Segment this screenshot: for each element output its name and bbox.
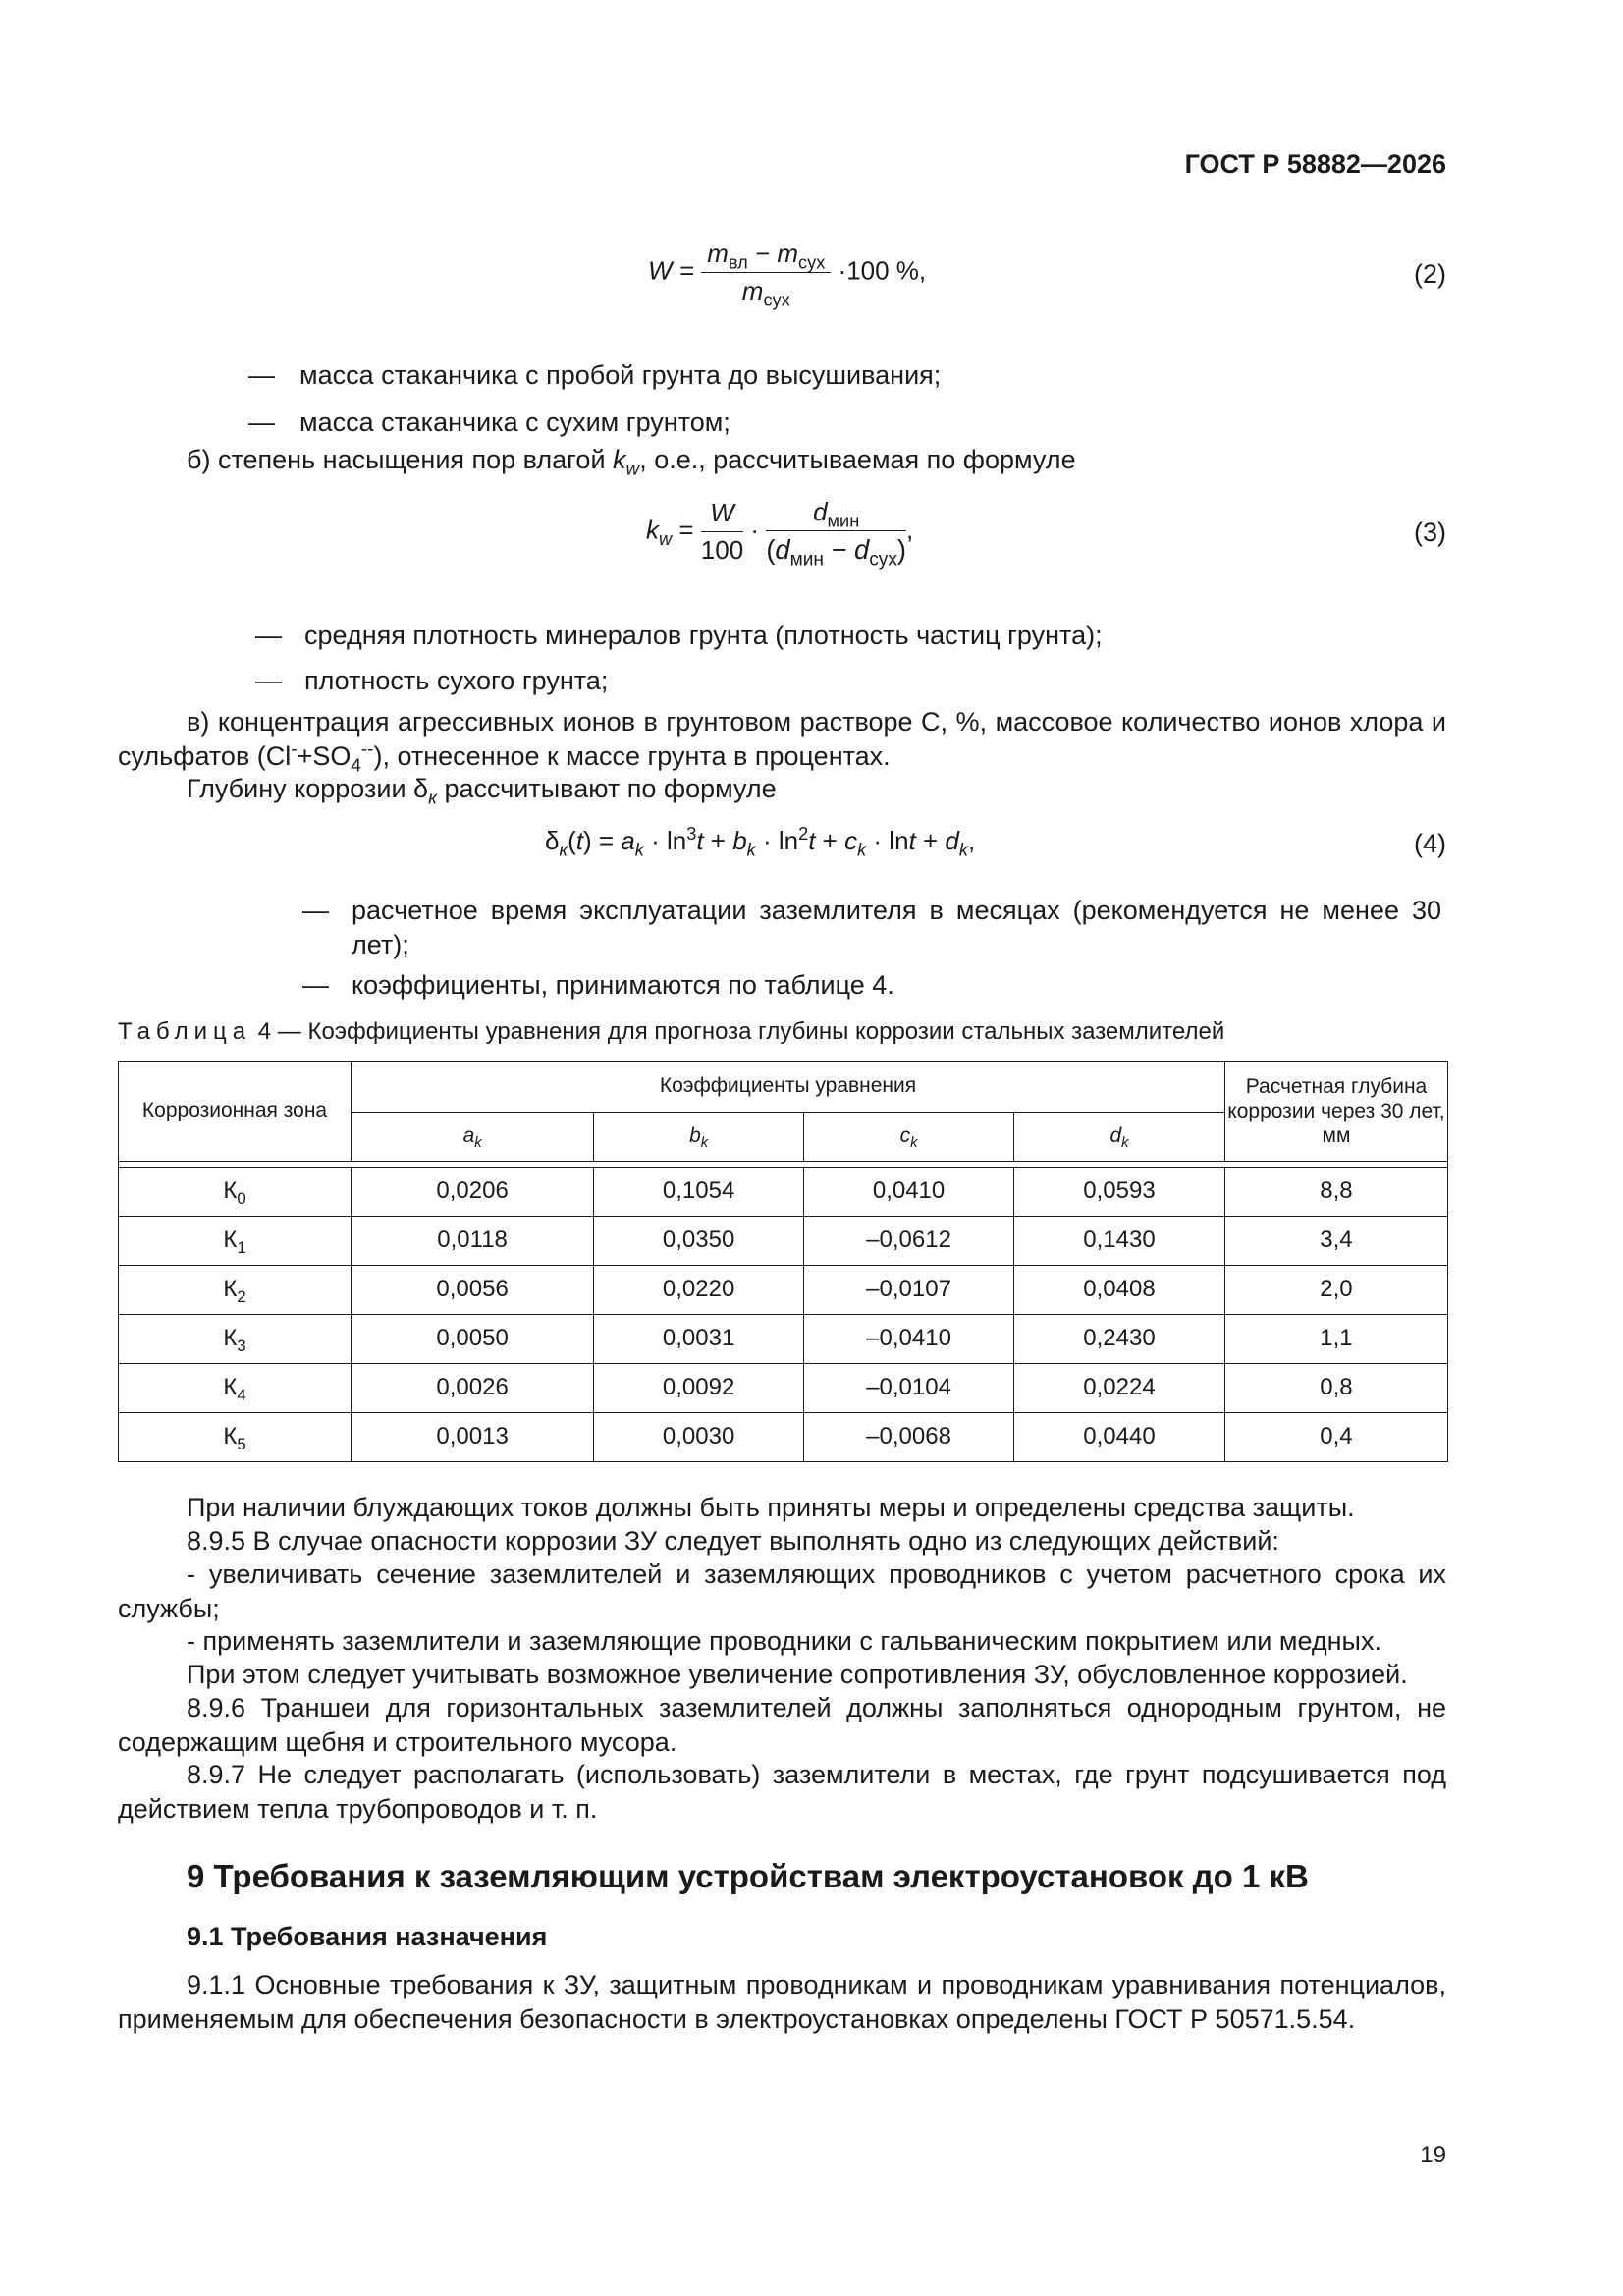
formula-4: $\delta_к(t) = a_k \cdot \ln^3t + b_k \cdot \ln^2t + c_k \cdot \ln t + d_k$,: [545, 824, 976, 860]
section-9-1-heading: 9.1 Требования назначения: [187, 1922, 548, 1951]
paragraph: - увеличивать сечение заземлителей и заземляющих проводников с учетом расчетного срока их службы;: [118, 1559, 1446, 1623]
legend-dash: —: [302, 970, 329, 1000]
header-zone: Коррозионная зона: [119, 1062, 352, 1162]
section-9-heading: 9 Требования к заземляющим устройствам электроустановок до 1 кВ: [187, 1858, 1309, 1894]
formula-2-lhs: W =: [648, 255, 694, 286]
legend-definition: масса стаканчика с сухим грунтом;: [299, 408, 730, 437]
legend-dash: —: [302, 896, 329, 925]
page-number: 19: [1420, 2142, 1446, 2168]
formula-2-numerator: $m_{вл} - m_{сух}$: [701, 238, 831, 273]
item-c-paragraph: в) концентрация агрессивных ионов в грунтовом растворе С, %, массовое количество ионов хлора и сульфатов $(Cl^-+SO_4^{--})$, отнесенное к массе грунта в процентах.: [118, 707, 1446, 777]
paragraph: 8.9.6 Траншеи для горизонтальных заземлителей должны заполняться однородным грунтом, не содержащим щебня и строительного мусора.: [118, 1693, 1446, 1757]
table-row: $К_3$ 0,0050 0,0031 –0,0410 0,2430 1,1: [119, 1315, 1448, 1364]
table-row: $К_2$ 0,0056 0,0220 –0,0107 0,0408 2,0: [119, 1266, 1448, 1315]
item-b: б) степень насыщения пор влагой $k_w$, о.е., рассчитываемая по формуле: [187, 445, 1076, 480]
header-a: $a_k$: [352, 1113, 594, 1162]
legend-definition: плотность сухого грунта;: [304, 666, 609, 695]
legend-definition: средняя плотность минералов грунта (плотность частиц грунта);: [304, 621, 1103, 650]
paragraph: 9.1.1 Основные требования к ЗУ, защитным проводникам и проводникам уравнивания потенциалов, применяемым для обеспечения безопасности в электроустановках определены ГОСТ Р 50571.5.54.: [118, 1970, 1446, 2034]
formula-3-fraction-1: $\frac{W}{100}$: [700, 497, 744, 566]
header-depth: Расчетная глубина коррозии через 30 лет, мм: [1224, 1062, 1447, 1162]
paragraph: 8.9.5 В случае опасности коррозии ЗУ следует выполнять одно из следующих действий:: [187, 1526, 1279, 1556]
formula-4-number: (4): [1414, 829, 1446, 858]
table-row: $К_0$ 0,0206 0,1054 0,0410 0,0593 8,8: [119, 1168, 1448, 1217]
header-b: $b_k$: [594, 1113, 804, 1162]
legend-dash: —: [248, 360, 275, 390]
header-c: $c_k$: [804, 1113, 1014, 1162]
paragraph: - применять заземлители и заземляющие проводники с гальваническим покрытием или медных.: [187, 1626, 1381, 1656]
paragraph: 8.9.7 Не следует располагать (использовать) заземлители в местах, где грунт подсушивается под действием тепла трубопроводов и т. п.: [118, 1760, 1446, 1824]
legend-definition: коэффициенты, принимаются по таблице 4.: [352, 970, 894, 1000]
legend-definition: расчетное время эксплуатации заземлителя в месяцах (рекомендуется не менее 30 лет);: [352, 896, 1441, 959]
formula-2-tail: ·100 %,: [838, 255, 927, 286]
formula-3: $k_w$ = $\frac{W}{100}$ · $\frac{d_{мин}}{(d_{мин} - d_{сух})}$ ,: [646, 497, 914, 571]
legend-dash: —: [255, 621, 282, 650]
formula-3-number: (3): [1414, 518, 1446, 547]
table-row: $К_4$ 0,0026 0,0092 –0,0104 0,0224 0,8: [119, 1364, 1448, 1413]
document-id: ГОСТ Р 58882—2026: [1184, 149, 1446, 179]
formula-3-fraction-2: $\frac{d_{мин}}{(d_{мин} - d_{сух})}$: [766, 497, 906, 571]
coefficients-table: [118, 1061, 1448, 1462]
formula-2-denominator: $m_{сух}$: [741, 276, 790, 310]
header-coefficients: Коэффициенты уравнения: [352, 1062, 1225, 1113]
table-caption: Таблица 4 — Коэффициенты уравнения для прогноза глубины коррозии стальных заземлителей: [118, 1018, 1225, 1045]
paragraph: При этом следует учитывать возможное увеличение сопротивления ЗУ, обусловленное коррозией.: [187, 1660, 1408, 1689]
legend-definition: масса стаканчика с пробой грунта до высушивания;: [299, 360, 942, 390]
depth-intro: Глубину коррозии $\delta_к$ рассчитывают по формуле: [187, 774, 777, 809]
formula-2-number: (2): [1414, 259, 1446, 289]
table-row: $К_1$ 0,0118 0,0350 –0,0612 0,1430 3,4: [119, 1217, 1448, 1266]
header-d: $d_k$: [1014, 1113, 1225, 1162]
paragraph: При наличии блуждающих токов должны быть приняты меры и определены средства защиты.: [187, 1493, 1355, 1522]
legend-dash: —: [248, 408, 275, 437]
table-row: $К_5$ 0,0013 0,0030 –0,0068 0,0440 0,4: [119, 1413, 1448, 1462]
formula-2-fraction: [701, 238, 831, 308]
formula-2: [648, 238, 926, 308]
legend-dash: —: [255, 666, 282, 695]
